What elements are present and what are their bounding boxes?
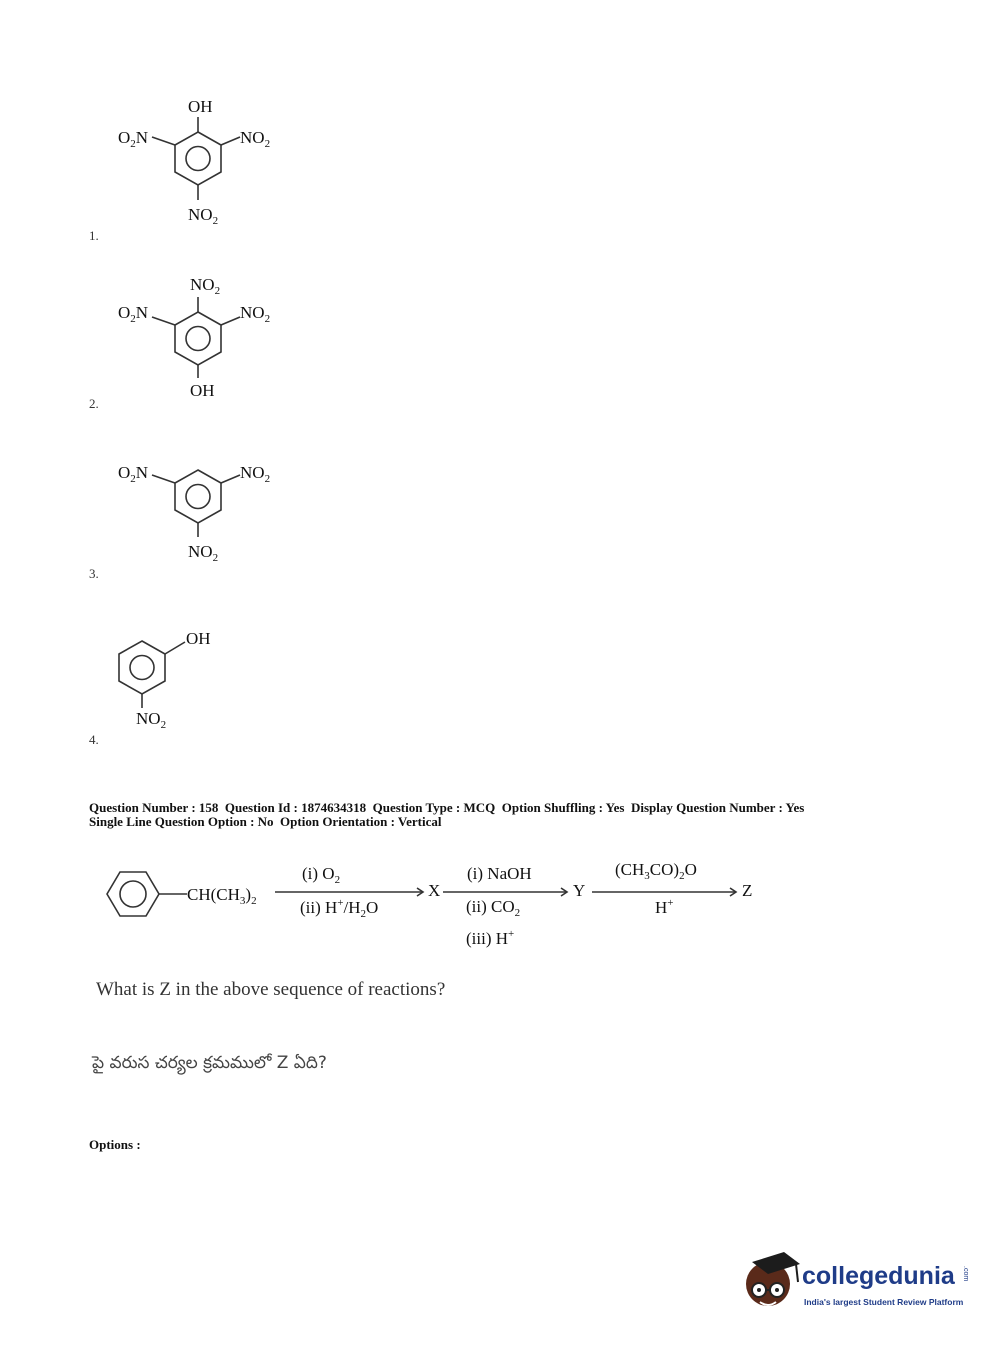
- substituent-label: $CH(CH_3)_2$: [187, 885, 257, 907]
- group-right-oh: OH: [186, 629, 211, 648]
- reaction-scheme: [95, 850, 795, 960]
- question-meta: [89, 801, 929, 829]
- step1-reagent-bottom: (ii) $H^+/H_2O$: [300, 897, 379, 920]
- step3-reagent-bottom: H+: [655, 897, 674, 917]
- step2-reagent-bottom1: (ii) $CO_2$: [466, 897, 521, 919]
- option-number-2: 2.: [89, 396, 99, 411]
- group-bottom-no2: $NO_2$: [136, 709, 167, 731]
- step2-reagent-top: (i) NaOH: [467, 864, 532, 883]
- option-4[interactable]: [80, 620, 280, 740]
- mascot-icon: [740, 1248, 802, 1312]
- group-bottom-oh: OH: [190, 381, 215, 400]
- options-label: Options :: [89, 1137, 141, 1152]
- product-x: X: [428, 881, 441, 900]
- question-meta-line2: Single Line Question Option : No Option Orientation : Vertical: [89, 814, 442, 829]
- group-top-oh: OH: [188, 97, 213, 116]
- group-left-o2n: $O_2N$: [118, 128, 149, 150]
- logo-com: .com: [962, 1266, 969, 1282]
- option-number-1: 1.: [89, 228, 99, 243]
- option-2[interactable]: [80, 270, 300, 410]
- logo-tagline: India's largest Student Review Platform: [804, 1297, 964, 1307]
- question-text: What is Z in the above sequence of reactions?: [96, 979, 446, 1000]
- step1-reagent-top: (i) $O_2$: [302, 864, 341, 886]
- option-1[interactable]: [80, 90, 300, 250]
- option-number-3: 3.: [89, 566, 99, 581]
- product-y: Y: [573, 881, 586, 900]
- group-bottom-no2: $NO_2$: [188, 205, 219, 227]
- group-top-no2: $NO_2$: [190, 275, 221, 297]
- logo-name: collegedunia: [802, 1262, 955, 1290]
- group-right-no2: $NO_2$: [240, 128, 271, 150]
- question-meta-line1: Question Number : 158 Question Id : 1874634318 Question Type : MCQ Option Shuffling : Yes Display Question Number : Yes: [89, 800, 805, 815]
- group-left-o2n: $O_2N$: [118, 463, 149, 485]
- step3-reagent-top: $(CH_3CO)_2O$: [615, 860, 697, 882]
- group-left-o2n: $O_2N$: [118, 303, 149, 325]
- product-z: Z: [742, 881, 753, 900]
- collegedunia-logo[interactable]: [740, 1248, 980, 1318]
- option-number-4: 4.: [89, 732, 99, 747]
- group-bottom-no2: $NO_2$: [188, 542, 219, 564]
- option-3[interactable]: [80, 455, 300, 575]
- benzene-ring-4: [80, 620, 280, 740]
- group-right-no2: $NO_2$: [240, 303, 271, 325]
- question-text-telugu: పై వరుస చర్యల క్రమములో Z ఏది?: [92, 1053, 327, 1073]
- group-right-no2: $NO_2$: [240, 463, 271, 485]
- step2-reagent-bottom2: (iii) H+: [466, 928, 515, 948]
